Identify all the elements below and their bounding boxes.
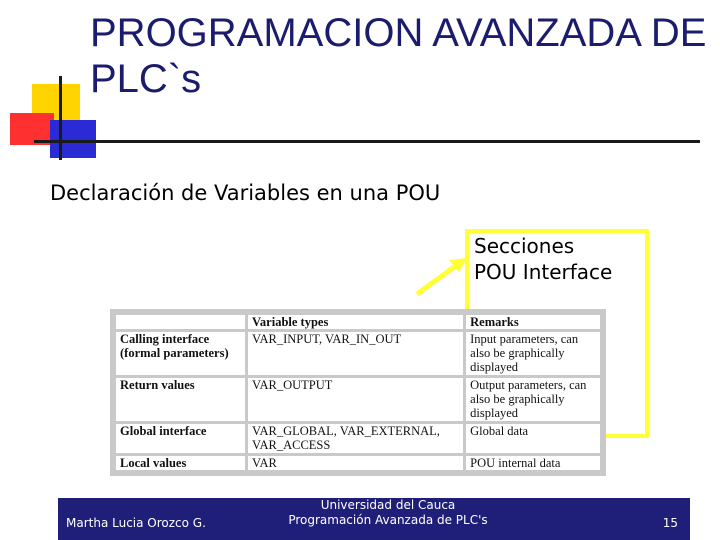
footer-institution-line-2: Programación Avanzada de PLC's	[288, 513, 488, 527]
table-cell-types	[248, 332, 463, 375]
footer-institution-line-1: Universidad del Cauca	[320, 498, 456, 512]
table-header-row	[116, 315, 600, 329]
logo-blue-square	[50, 120, 96, 158]
table-cell-types	[248, 378, 463, 421]
table-cell-types-line: VAR_GLOBAL, VAR_EXTERNAL,	[252, 424, 440, 438]
table-cell-remarks-line: Output parameters, can	[470, 378, 587, 392]
table-cell-types	[248, 424, 463, 453]
table-cell-remarks-line: also be graphically	[470, 392, 565, 406]
table-cell-section-line: Calling interface	[120, 332, 210, 346]
table-cell-remarks-line: POU internal data	[470, 455, 561, 470]
header-cell-section	[116, 315, 245, 329]
callout-line-1: Secciones	[474, 234, 575, 258]
callout-arrow-icon	[405, 250, 475, 300]
table-cell-section-line: Global interface	[120, 424, 207, 438]
table-cell-remarks-line: Global data	[470, 424, 529, 438]
footer-institution	[263, 498, 513, 528]
table-cell-remarks	[466, 332, 600, 375]
variables-table-image	[110, 309, 606, 476]
table-row	[116, 378, 600, 421]
callout-text	[474, 233, 642, 285]
table-cell-section-line: (formal parameters)	[120, 346, 229, 360]
table-cell-types-line: VAR_ACCESS	[252, 438, 331, 452]
table-cell-remarks-line: also be graphically	[470, 346, 565, 360]
title-divider	[34, 140, 700, 143]
table-cell-remarks-line: displayed	[470, 406, 519, 420]
slide-footer	[58, 498, 690, 540]
slide-title: PROGRAMACION AVANZADA DE PLC`s	[90, 11, 707, 101]
header-cell-types: Variable types	[248, 315, 463, 329]
slide-subtitle: Declaración de Variables en una POU	[50, 181, 441, 205]
table-row	[116, 424, 600, 453]
table-cell-section	[116, 424, 245, 453]
table-cell-types-line: VAR_INPUT, VAR_IN_OUT	[252, 332, 402, 346]
callout-line-2: POU Interface	[474, 260, 613, 284]
variables-table	[113, 312, 603, 473]
header-cell-remarks: Remarks	[466, 315, 600, 329]
table-cell-section-line: Return values	[120, 378, 195, 392]
table-row	[116, 332, 600, 375]
table-cell-remarks	[466, 456, 600, 470]
table-cell-types-line: VAR_OUTPUT	[252, 378, 333, 392]
table-cell-remarks-line: Input parameters, can	[470, 332, 579, 346]
table-cell-section	[116, 378, 245, 421]
table-cell-section-line: Local values	[120, 455, 187, 470]
table-cell-remarks-line: displayed	[470, 360, 519, 374]
footer-author: Martha Lucia Orozco G.	[66, 516, 206, 530]
table-cell-types-line: VAR	[252, 455, 277, 470]
footer-page-number: 15	[662, 516, 678, 530]
logo-vertical-line	[59, 76, 62, 160]
table-cell-types	[248, 456, 463, 470]
table-row	[116, 456, 600, 470]
table-cell-remarks	[466, 424, 600, 453]
table-cell-section	[116, 456, 245, 470]
table-cell-remarks	[466, 378, 600, 421]
table-cell-section	[116, 332, 245, 375]
